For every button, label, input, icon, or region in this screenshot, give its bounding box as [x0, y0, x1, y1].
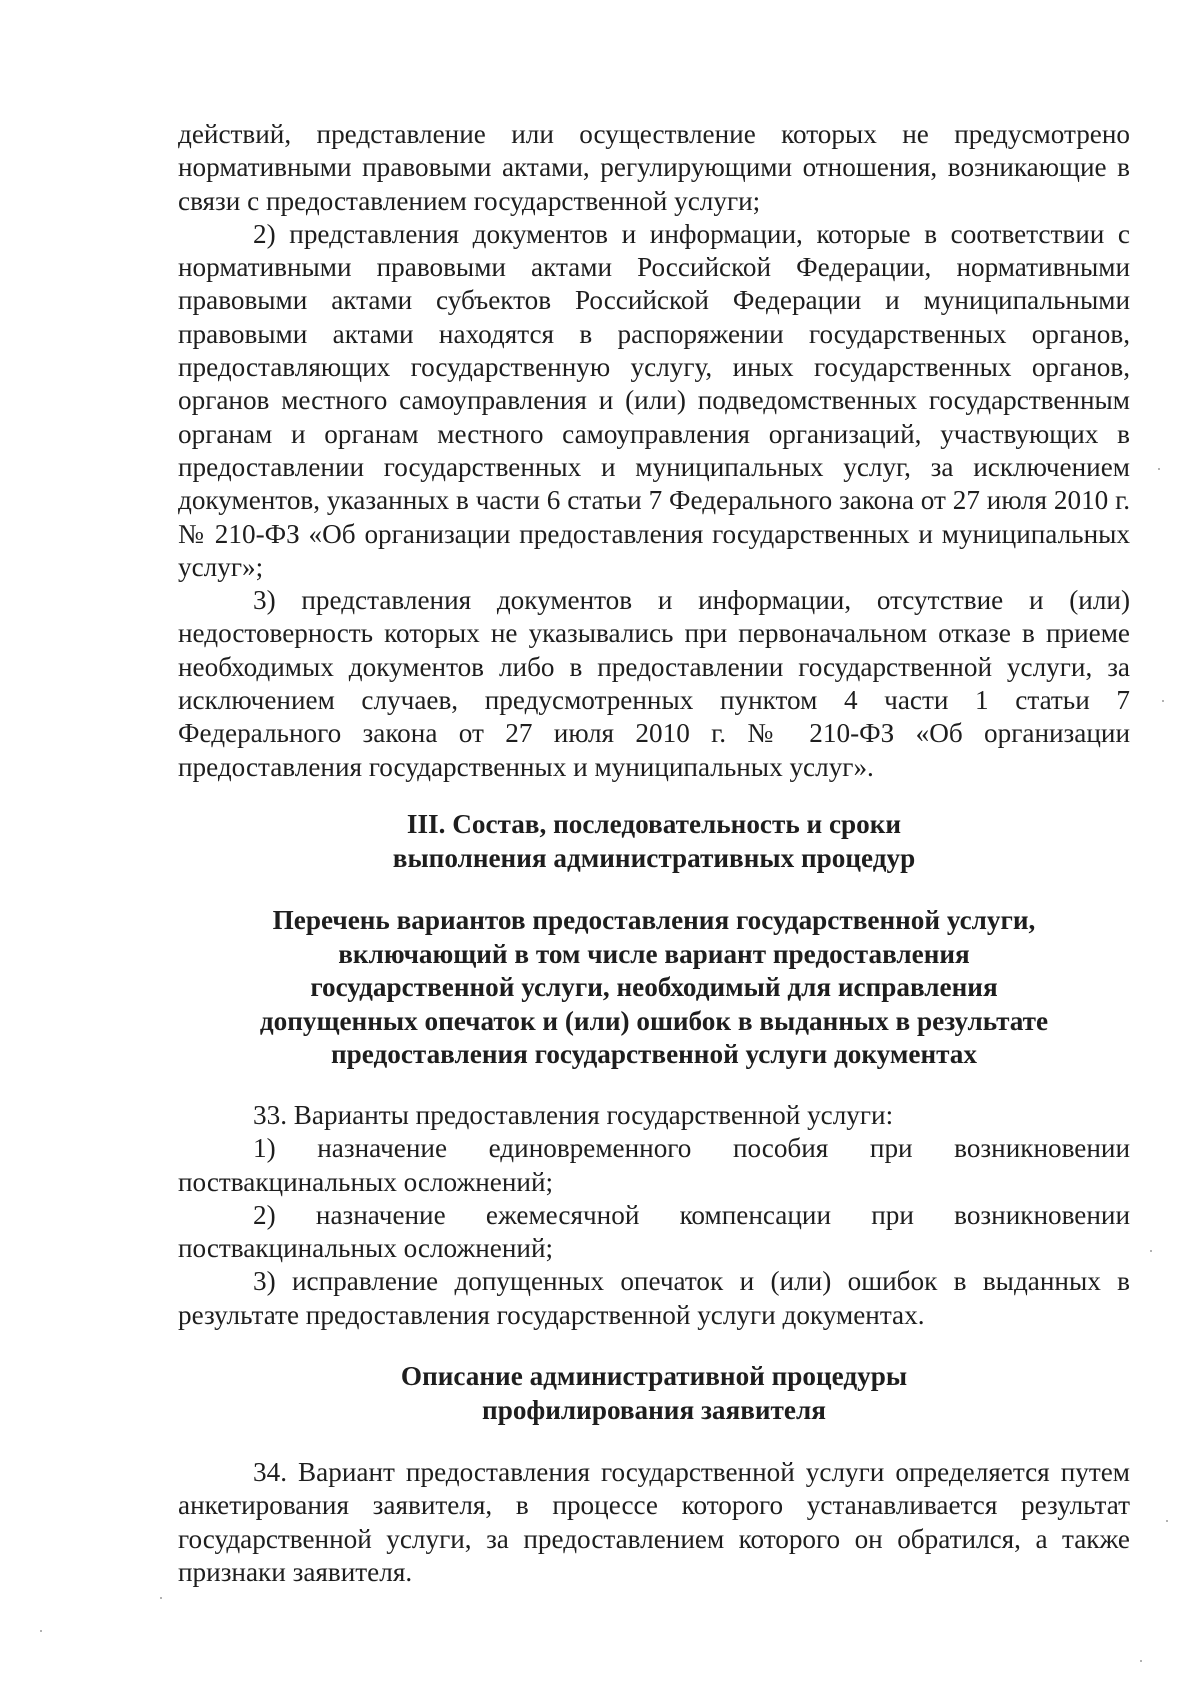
paragraph-item-3: 3) представления документов и информации, отсутствие и (или) недостоверность которых не указывались при первоначальном отказе в приеме необходимых документов либо в предоставлении государственной услуги, за исключением случаев, предусмотренных пунктом 4 части 1 статьи 7 Федерального закона от 27 июля 2010 г. № 210-ФЗ «Об организации предоставления государственных и муниципальных услуг». [178, 585, 1130, 782]
paragraph-variant-2: 2) назначение ежемесячной компенсации при возникновении поствакцинальных осложнений; [178, 1199, 1130, 1264]
scan-speck [1162, 700, 1164, 702]
section-heading-line: III. Состав, последовательность и сроки [406, 809, 902, 839]
subheading-line: Описание административной процедуры [400, 1361, 908, 1391]
subheading-line: допущенных опечаток и (или) ошибок в выданных в результате [259, 1005, 1049, 1036]
scan-speck [40, 1630, 42, 1632]
scan-speck [1150, 1250, 1152, 1252]
paragraph-item-2: 2) представления документов и информации, которые в соответствии с нормативными правовыми актами Российской Федерации, нормативными правовыми актами субъектов Российской Федерации и муниципальными правовыми актами находятся в распоряжении государственных органов, предоставляющих государственную услугу, иных государственных органов, органов местного самоуправления и (или) подведомственных государственным органам и органам местного самоуправления организаций, участвующих в предоставлении государственных и муниципальных услуг, за исключением документов, указанных в части 6 статьи 7 Федерального закона от 27 июля 2010 г. № 210-ФЗ «Об организации предоставления государственных и муниципальных услуг»; [178, 218, 1130, 582]
text-block-top [178, 118, 1130, 784]
scan-speck [1166, 1520, 1168, 1522]
scan-speck [1158, 468, 1160, 470]
subheading-variants [178, 904, 1130, 1072]
subheading-line: Перечень вариантов предоставления государственной услуги, [272, 905, 1036, 935]
paragraph-variant-1: 1) назначение единовременного пособия при возникновении поствакцинальных осложнений; [178, 1133, 1130, 1197]
scan-speck [160, 1597, 162, 1599]
text-block-variants [178, 1099, 1130, 1332]
subheading-line: профилирования заявителя [482, 1394, 826, 1425]
paragraph-continuation: действий, представление или осуществление которых не предусмотрено нормативными правовыми актами, регулирующими отношения, возникающие в связи с предоставлением государственной услуги; [178, 119, 1130, 216]
subheading-line: включающий в том числе вариант предоставления [338, 938, 970, 969]
paragraph-33: 33. Варианты предоставления государственной услуги: [253, 1100, 894, 1130]
subheading-line: государственной услуги, необходимый для исправления [310, 972, 998, 1002]
subheading-line: предоставления государственной услуги документах [330, 1039, 977, 1069]
section-heading [178, 808, 1130, 875]
scan-speck [1140, 1660, 1142, 1662]
text-block-profiling [178, 1456, 1130, 1589]
section-heading-line: выполнения административных процедур [392, 842, 916, 873]
subheading-profiling [178, 1360, 1130, 1427]
paragraph-34: 34. Вариант предоставления государственной услуги определяется путем анкетирования заявителя, в процессе которого устанавливается результат государственной услуги, за предоставлением которого он обратился, а также признаки заявителя. [178, 1457, 1130, 1587]
paragraph-variant-3: 3) исправление допущенных опечаток и (или) ошибок в выданных в результате предоставления государственной услуги документах. [178, 1266, 1130, 1330]
